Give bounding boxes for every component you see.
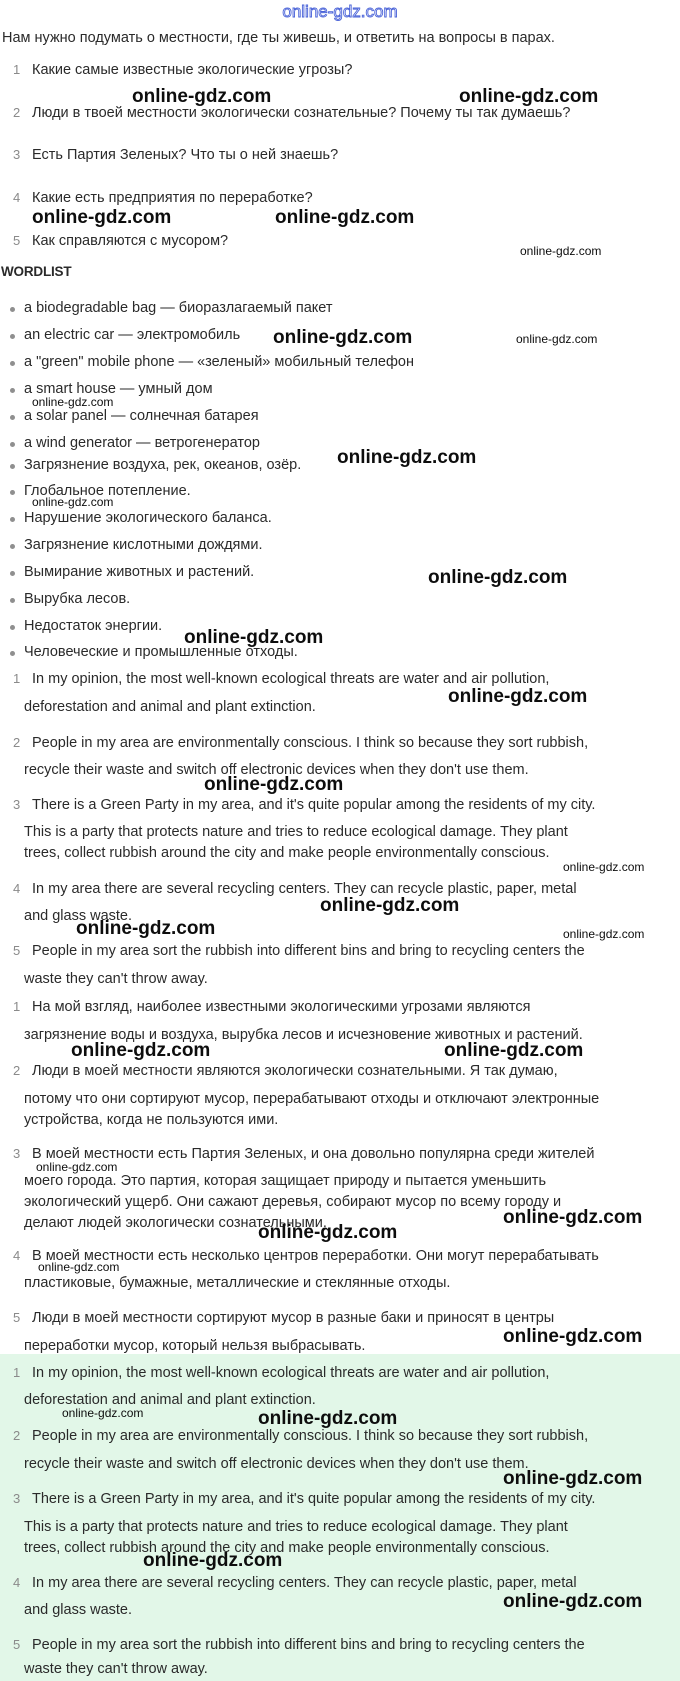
watermark: online-gdz.com bbox=[275, 207, 415, 228]
answer-text-line: экологический ущерб. Они сажают деревья, собирают мусор по всему городу и bbox=[24, 1194, 562, 1210]
question-text: Люди в твоей местности экологически сознательные? Почему ты так думаешь? bbox=[32, 105, 571, 121]
watermark: online-gdz.com bbox=[143, 1550, 283, 1571]
watermark: online-gdz.com bbox=[503, 1468, 643, 1489]
watermark: online-gdz.com bbox=[204, 774, 344, 795]
answer-number: 2 bbox=[13, 735, 21, 750]
bullet-icon bbox=[10, 388, 15, 393]
answer-text-line: На мой взгляд, наиболее известными экологическими угрозами являются bbox=[32, 999, 531, 1015]
answer-text-line: deforestation and animal and plant extinction. bbox=[24, 699, 316, 715]
answer-text-line: There is a Green Party in my area, and it's quite popular among the residents of my city. bbox=[32, 1491, 596, 1507]
watermark: online-gdz.com bbox=[428, 567, 568, 588]
wordlist-item-text: Вырубка лесов. bbox=[24, 591, 131, 607]
watermark: online-gdz.com bbox=[459, 86, 599, 107]
question-number: 2 bbox=[13, 105, 21, 120]
answer-text-line: recycle their waste and switch off electronic devices when they don't use them. bbox=[24, 762, 529, 778]
watermark: online-gdz.com bbox=[273, 327, 413, 348]
answer-text-line: There is a Green Party in my area, and it's quite popular among the residents of my city. bbox=[32, 797, 596, 813]
watermark: online-gdz.com bbox=[36, 1160, 118, 1174]
bullet-icon bbox=[10, 464, 15, 469]
answer-text-line: trees, collect rubbish around the city and make people environmentally conscious. bbox=[24, 845, 550, 861]
answer-text-line: waste they can't throw away. bbox=[24, 971, 208, 987]
answer-text-line: waste they can't throw away. bbox=[24, 1661, 208, 1677]
answer-number: 3 bbox=[13, 1146, 21, 1161]
answer-text-line: устройства, когда не пользуются ими. bbox=[24, 1112, 279, 1128]
answer-number: 5 bbox=[13, 1310, 21, 1325]
watermark: online-gdz.com bbox=[503, 1591, 643, 1612]
watermark: online-gdz.com bbox=[503, 1326, 643, 1347]
answer-text-line: and glass waste. bbox=[24, 1602, 133, 1618]
bullet-icon bbox=[10, 544, 15, 549]
answer-number: 1 bbox=[13, 999, 21, 1014]
watermark: online-gdz.com bbox=[38, 1260, 120, 1274]
watermark: online-gdz.com bbox=[320, 895, 460, 916]
watermark: online-gdz.com bbox=[448, 686, 588, 707]
answer-text-line: In my opinion, the most well-known ecological threats are water and air pollution, bbox=[32, 1365, 550, 1381]
answer-text-line: В моей местности есть несколько центров переработки. Они могут перерабатывать bbox=[32, 1248, 599, 1264]
wordlist-item-text: Человеческие и промышленные отходы. bbox=[24, 644, 298, 660]
bullet-icon bbox=[10, 442, 15, 447]
answer-text-line: Люди в моей местности сортируют мусор в разные баки и приносят в центры bbox=[32, 1310, 555, 1326]
answer-number: 3 bbox=[13, 1491, 21, 1506]
watermark: online-gdz.com bbox=[337, 447, 477, 468]
answer-text-line: загрязнение воды и воздуха, вырубка лесов и исчезновение животных и растений. bbox=[24, 1027, 583, 1043]
watermark: online-gdz.com bbox=[563, 860, 645, 874]
question-text: Какие есть предприятия по переработке? bbox=[32, 190, 313, 206]
bullet-icon bbox=[10, 361, 15, 366]
question-number: 3 bbox=[13, 147, 21, 162]
wordlist-item-text: a solar panel — солнечная батарея bbox=[24, 408, 259, 424]
answer-text-line: In my area there are several recycling centers. They can recycle plastic, paper, metal bbox=[32, 881, 577, 897]
question-number: 5 bbox=[13, 233, 21, 248]
answer-number: 3 bbox=[13, 797, 21, 812]
answer-text-line: This is a party that protects nature and tries to reduce ecological damage. They plant bbox=[24, 824, 568, 840]
answer-text-line: потому что они сортируют мусор, перерабатывают отходы и отключают электронные bbox=[24, 1091, 600, 1107]
watermark: online-gdz.com bbox=[32, 495, 114, 509]
question-text: Есть Партия Зеленых? Что ты о ней знаешь? bbox=[32, 147, 339, 163]
wordlist-item-text: Загрязнение кислотными дождями. bbox=[24, 537, 263, 553]
bullet-icon bbox=[10, 517, 15, 522]
bullet-icon bbox=[10, 490, 15, 495]
watermark: online-gdz.com bbox=[563, 927, 645, 941]
bullet-icon bbox=[10, 334, 15, 339]
watermark: online-gdz.com bbox=[516, 332, 598, 346]
watermark: online-gdz.com bbox=[132, 86, 272, 107]
bullet-icon bbox=[10, 415, 15, 420]
watermark: online-gdz.com bbox=[71, 1040, 211, 1061]
answer-text-line: trees, collect rubbish around the city and make people environmentally conscious. bbox=[24, 1540, 550, 1556]
answer-text-line: моего города. Это партия, которая защищает природу и пытается уменьшить bbox=[24, 1173, 546, 1189]
wordlist-item-text: a wind generator — ветрогенератор bbox=[24, 435, 260, 451]
answer-text-line: People in my area sort the rubbish into different bins and bring to recycling centers the bbox=[32, 1637, 585, 1653]
answer-text-line: переработки мусор, который нельзя выбрасывать. bbox=[24, 1338, 366, 1354]
bullet-icon bbox=[10, 651, 15, 656]
watermark: online-gdz.com bbox=[520, 244, 602, 258]
answer-number: 4 bbox=[13, 881, 21, 896]
watermark: online-gdz.com bbox=[76, 918, 216, 939]
wordlist-item-text: Нарушение экологического баланса. bbox=[24, 510, 272, 526]
wordlist-item-text: a "green" mobile phone — «зеленый» мобильный телефон bbox=[24, 354, 414, 370]
watermark: online-gdz.com bbox=[62, 1406, 144, 1420]
watermark: online-gdz.com bbox=[184, 627, 324, 648]
answer-text-line: deforestation and animal and plant extinction. bbox=[24, 1392, 316, 1408]
answer-text-line: People in my area sort the rubbish into different bins and bring to recycling centers the bbox=[32, 943, 585, 959]
intro-text: Нам нужно подумать о местности, где ты живешь, и ответить на вопросы в парах. bbox=[2, 30, 555, 46]
wordlist-item-text: a smart house — умный дом bbox=[24, 381, 213, 397]
watermark: online-gdz.com bbox=[32, 395, 114, 409]
answer-text-line: In my opinion, the most well-known ecological threats are water and air pollution, bbox=[32, 671, 550, 687]
watermark: online-gdz.com bbox=[258, 1408, 398, 1429]
answer-text-line: People in my area are environmentally conscious. I think so because they sort rubbish, bbox=[32, 1428, 589, 1444]
answer-number: 5 bbox=[13, 943, 21, 958]
question-number: 1 bbox=[13, 62, 21, 77]
bullet-icon bbox=[10, 625, 15, 630]
wordlist-item-text: Глобальное потепление. bbox=[24, 483, 191, 499]
answer-text-line: and glass waste. bbox=[24, 908, 133, 924]
bullet-icon bbox=[10, 598, 15, 603]
watermark: online-gdz.com bbox=[32, 207, 172, 228]
answer-number: 4 bbox=[13, 1248, 21, 1263]
answer-text-line: recycle their waste and switch off electronic devices when they don't use them. bbox=[24, 1456, 529, 1472]
answer-number: 4 bbox=[13, 1575, 21, 1590]
watermark: online-gdz.com bbox=[503, 1207, 643, 1228]
answer-text-line: This is a party that protects nature and tries to reduce ecological damage. They plant bbox=[24, 1519, 568, 1535]
answer-text-line: пластиковые, бумажные, металлические и стеклянные отходы. bbox=[24, 1275, 451, 1291]
wordlist-item-text: a biodegradable bag — биоразлагаемый пакет bbox=[24, 300, 333, 316]
answer-text-line: Люди в моей местности являются экологически сознательными. Я так думаю, bbox=[32, 1063, 558, 1079]
answer-text-line: В моей местности есть Партия Зеленых, и она довольно популярна среди жителей bbox=[32, 1146, 595, 1162]
wordlist-heading: WORDLIST bbox=[1, 264, 72, 279]
answer-number: 2 bbox=[13, 1063, 21, 1078]
answer-text-line: делают людей экологически сознательными. bbox=[24, 1215, 327, 1231]
wordlist-item-text: Недостаток энергии. bbox=[24, 618, 163, 634]
wordlist-item-text: Загрязнение воздуха, рек, океанов, озёр. bbox=[24, 457, 302, 473]
bullet-icon bbox=[10, 307, 15, 312]
answer-text-line: In my area there are several recycling centers. They can recycle plastic, paper, metal bbox=[32, 1575, 577, 1591]
answer-number: 2 bbox=[13, 1428, 21, 1443]
question-text: Какие самые известные экологические угрозы? bbox=[32, 62, 353, 78]
question-number: 4 bbox=[13, 190, 21, 205]
answer-number: 1 bbox=[13, 1365, 21, 1380]
bullet-icon bbox=[10, 571, 15, 576]
answer-number: 5 bbox=[13, 1637, 21, 1652]
site-header-logo[interactable]: online-gdz.com bbox=[282, 2, 398, 21]
wordlist-item-text: an electric car — электромобиль bbox=[24, 327, 241, 343]
answer-text-line: People in my area are environmentally conscious. I think so because they sort rubbish, bbox=[32, 735, 589, 751]
question-text: Как справляются с мусором? bbox=[32, 233, 229, 249]
watermark: online-gdz.com bbox=[258, 1222, 398, 1243]
watermark: online-gdz.com bbox=[444, 1040, 584, 1061]
answer-number: 1 bbox=[13, 671, 21, 686]
wordlist-item-text: Вымирание животных и растений. bbox=[24, 564, 255, 580]
